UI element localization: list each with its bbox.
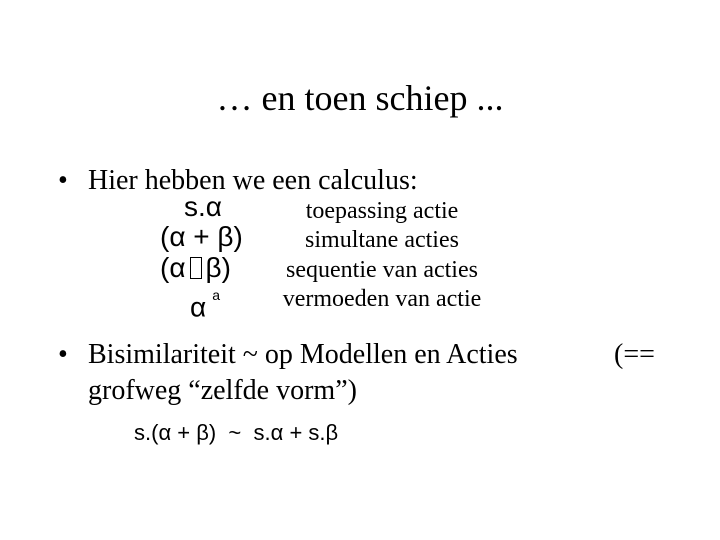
formula-belief-base: α <box>190 291 207 323</box>
formula-sequence-right: β) <box>205 252 231 283</box>
formula-belief-superscript: a <box>212 287 220 303</box>
bullet-text-line2: grofweg “zelfde vorm”) <box>88 375 357 406</box>
bullet-marker: • <box>58 165 68 196</box>
formula-sequence <box>160 253 231 283</box>
formula-belief <box>190 286 220 322</box>
slide-title: … en toen schiep ... <box>216 78 504 118</box>
desc-application: toepassing actie <box>305 198 459 224</box>
bullet-marker: • <box>58 339 68 370</box>
missing-glyph-box-icon <box>190 257 202 279</box>
bullet-text: Hier hebben we een calculus: <box>88 165 418 196</box>
desc-belief: vermoeden van actie <box>282 286 482 312</box>
desc-simultaneous: simultane acties <box>305 227 459 253</box>
bullet-bisimilarity <box>58 338 698 410</box>
bullet-text-line1: Bisimilariteit ~ op Modellen en Acties <box>88 339 518 370</box>
formula-sequence-left: (α <box>160 252 186 283</box>
bullet-calculus <box>58 164 658 200</box>
desc-sequence: sequentie van acties <box>286 257 478 283</box>
formula-application: s.α <box>184 191 222 222</box>
bisimulation-equation: s.(α + β) ~ s.α + s.β <box>134 420 339 445</box>
bullet-text-tail: (== <box>614 339 655 370</box>
formula-simultaneous: (α + β) <box>160 221 243 252</box>
